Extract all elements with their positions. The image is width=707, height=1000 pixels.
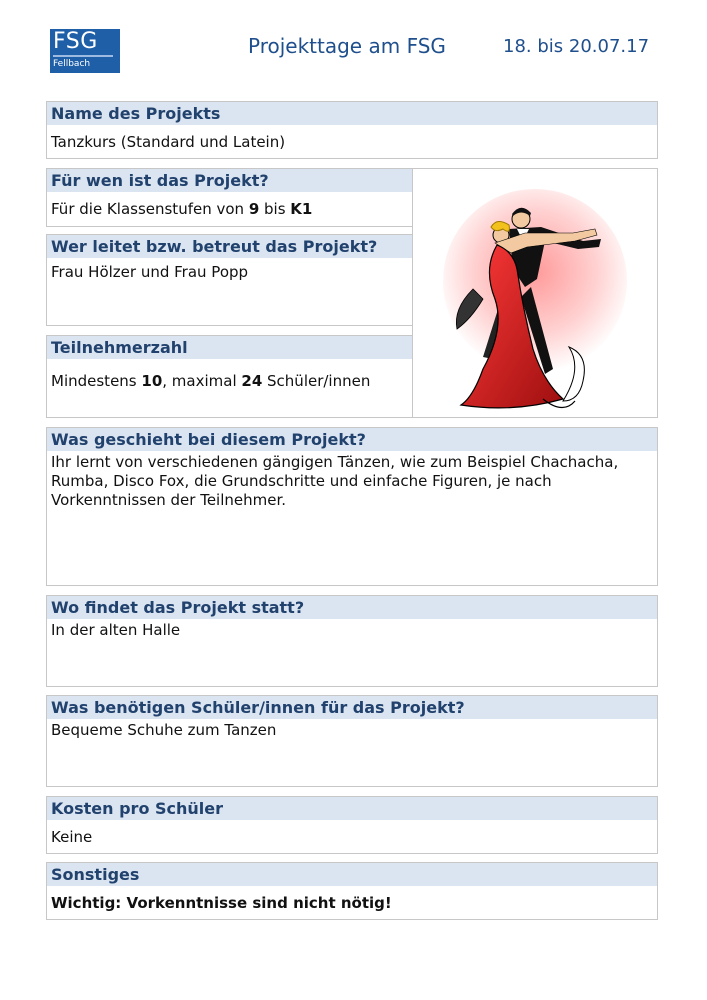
section-description	[46, 427, 658, 586]
cost-value: Keine	[51, 828, 93, 846]
section-leader	[46, 234, 413, 326]
participants-value	[47, 359, 412, 391]
dancing-couple-image	[412, 168, 658, 418]
participants-p2: , maximal	[162, 372, 242, 390]
participants-min: 10	[141, 372, 163, 390]
target-group-value	[47, 192, 412, 219]
dancing-couple-icon	[413, 169, 657, 417]
section-label: Sonstiges	[47, 863, 657, 886]
school-logo	[50, 29, 120, 73]
section-label: Was geschieht bei diesem Projekt?	[47, 428, 657, 451]
section-participants	[46, 335, 413, 418]
project-name-value: Tanzkurs (Standard und Latein)	[51, 133, 286, 151]
logo-line	[53, 55, 113, 57]
participants-p3: Schüler/innen	[262, 372, 371, 390]
location-value: In der alten Halle	[51, 621, 181, 639]
page-title: Projekttage am FSG	[248, 34, 446, 58]
participants-max: 24	[241, 372, 263, 390]
target-from: 9	[248, 200, 260, 218]
target-mid: bis	[259, 200, 291, 218]
section-requirements	[46, 695, 658, 787]
section-misc	[46, 862, 658, 920]
logo-text: FSG	[53, 29, 98, 54]
section-label: Kosten pro Schüler	[47, 797, 657, 820]
description-value: Ihr lernt von verschiedenen gängigen Tänzen, wie zum Beispiel Chachacha, Rumba, Disco Fox, die Grundschritte und einfache Figuren, je nach Vorkenntnissen der Teilnehmer.	[51, 453, 619, 509]
page-date: 18. bis 20.07.17	[503, 36, 650, 57]
section-cost	[46, 796, 658, 854]
section-location	[46, 595, 658, 687]
section-label: Wo findet das Projekt statt?	[47, 596, 657, 619]
section-project-name	[46, 101, 658, 159]
logo-subtext: Fellbach	[53, 59, 91, 69]
section-label: Für wen ist das Projekt?	[47, 169, 412, 192]
misc-value: Wichtig: Vorkenntnisse sind nicht nötig!	[51, 894, 392, 912]
section-label: Was benötigen Schüler/innen für das Projekt?	[47, 696, 657, 719]
participants-p1: Mindestens	[51, 372, 142, 390]
section-label: Wer leitet bzw. betreut das Projekt?	[47, 235, 412, 258]
section-label: Name des Projekts	[47, 102, 657, 125]
section-label: Teilnehmerzahl	[47, 336, 412, 359]
section-target-group	[46, 168, 413, 227]
requirements-value: Bequeme Schuhe zum Tanzen	[51, 721, 277, 739]
leader-value: Frau Hölzer und Frau Popp	[51, 263, 249, 281]
target-prefix: Für die Klassenstufen von	[51, 200, 249, 218]
target-to: K1	[290, 200, 313, 218]
